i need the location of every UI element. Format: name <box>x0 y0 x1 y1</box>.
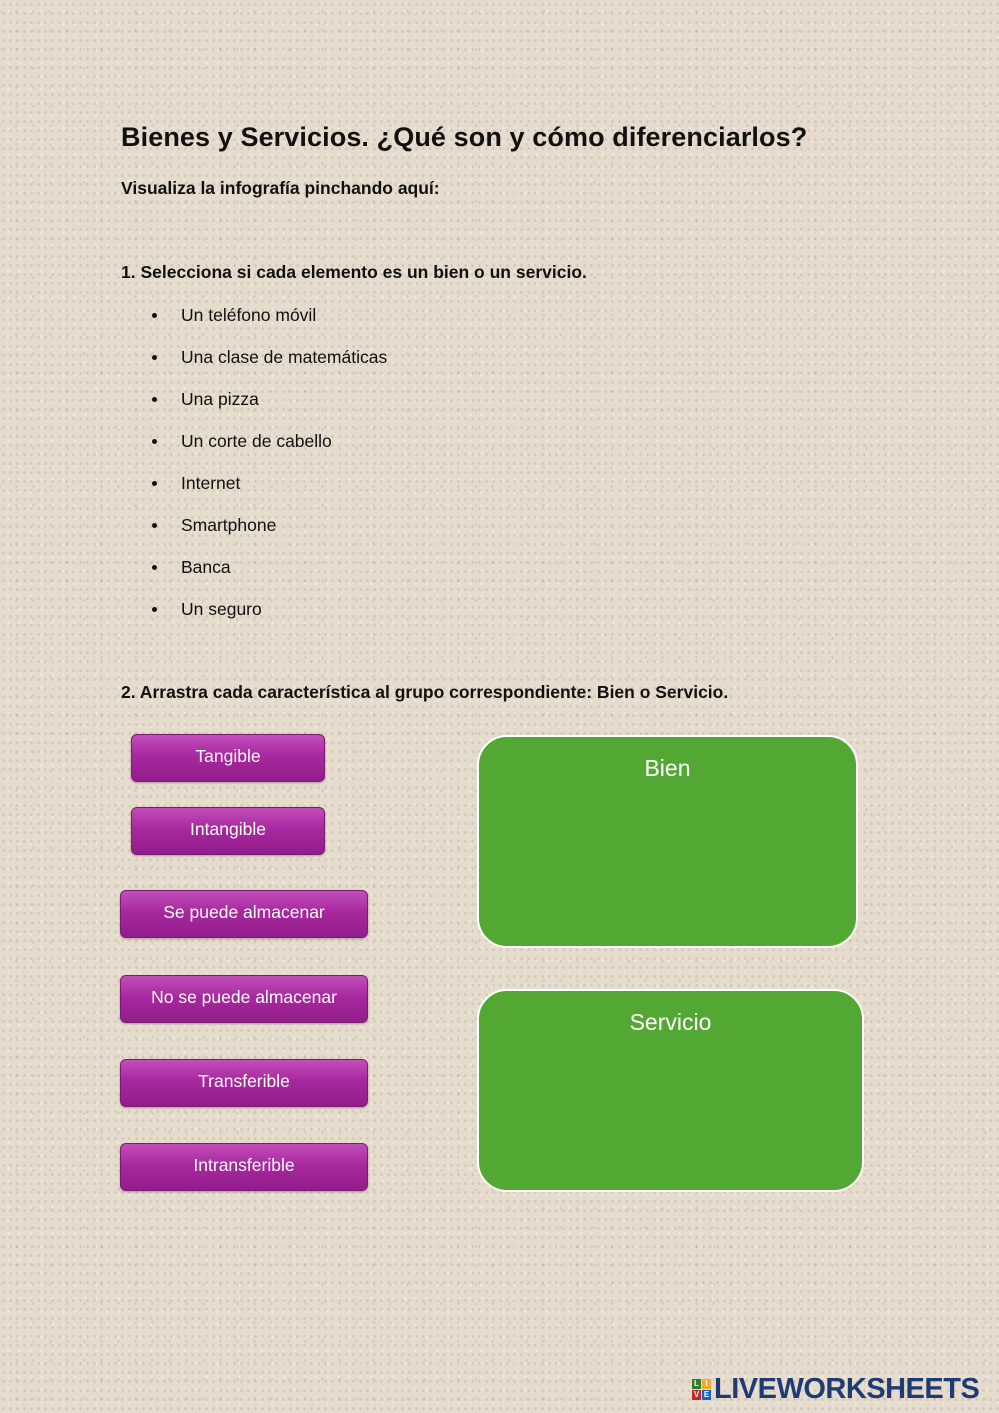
bullet-icon <box>152 565 157 570</box>
list-item-label: Un teléfono móvil <box>181 305 317 325</box>
list-item-label: Un seguro <box>181 599 262 619</box>
list-item-label: Una pizza <box>181 389 259 409</box>
logo-mark-letter: I <box>702 1379 711 1389</box>
list-item[interactable] <box>121 472 387 514</box>
infographic-link[interactable]: Visualiza la infografía pinchando aquí: <box>121 178 440 198</box>
list-item[interactable] <box>121 388 387 430</box>
bullet-icon <box>152 439 157 444</box>
question-1-list <box>121 304 387 640</box>
liveworksheets-wordmark: LIVEWORKSHEETS <box>714 1372 980 1405</box>
drop-zone-servicio-label: Servicio <box>629 1009 712 1035</box>
list-item[interactable] <box>121 598 387 640</box>
question-1-prompt: 1. Selecciona si cada elemento es un bien o un servicio. <box>121 262 587 282</box>
list-item[interactable] <box>121 346 387 388</box>
chip-no-se-puede-almacenar[interactable]: No se puede almacenar <box>120 975 368 1023</box>
chip-tangible[interactable]: Tangible <box>131 734 325 782</box>
question-2-prompt: 2. Arrastra cada característica al grupo correspondiente: Bien o Servicio. <box>121 682 729 702</box>
liveworksheets-logo <box>692 1372 979 1406</box>
list-item[interactable] <box>121 430 387 472</box>
chip-intransferible[interactable]: Intransferible <box>120 1143 368 1191</box>
logo-mark-letter: E <box>703 1389 710 1399</box>
drop-zone-bien-label: Bien <box>644 755 691 781</box>
logo-mark-letter: L <box>692 1379 701 1389</box>
bullet-icon <box>152 355 157 360</box>
liveworksheets-mark-icon <box>692 1379 711 1400</box>
drop-zone-bien[interactable] <box>477 735 858 948</box>
list-item[interactable] <box>121 304 387 346</box>
list-item-label: Una clase de matemáticas <box>181 347 388 367</box>
list-item-label: Smartphone <box>181 515 277 535</box>
drop-zone-servicio[interactable] <box>477 989 864 1192</box>
list-item[interactable] <box>121 514 387 556</box>
list-item-label: Un corte de cabello <box>181 431 332 451</box>
bullet-icon <box>152 397 157 402</box>
bullet-icon <box>152 481 157 486</box>
logo-mark-letter: V <box>693 1389 700 1399</box>
bullet-icon <box>152 313 157 318</box>
bullet-icon <box>152 607 157 612</box>
list-item-label: Internet <box>181 473 241 493</box>
page-title: Bienes y Servicios. ¿Qué son y cómo diferenciarlos? <box>121 122 808 152</box>
chip-intangible[interactable]: Intangible <box>131 807 325 855</box>
bullet-icon <box>152 523 157 528</box>
list-item[interactable] <box>121 556 387 598</box>
chip-se-puede-almacenar[interactable]: Se puede almacenar <box>120 890 368 938</box>
chip-transferible[interactable]: Transferible <box>120 1059 368 1107</box>
list-item-label: Banca <box>181 557 231 577</box>
